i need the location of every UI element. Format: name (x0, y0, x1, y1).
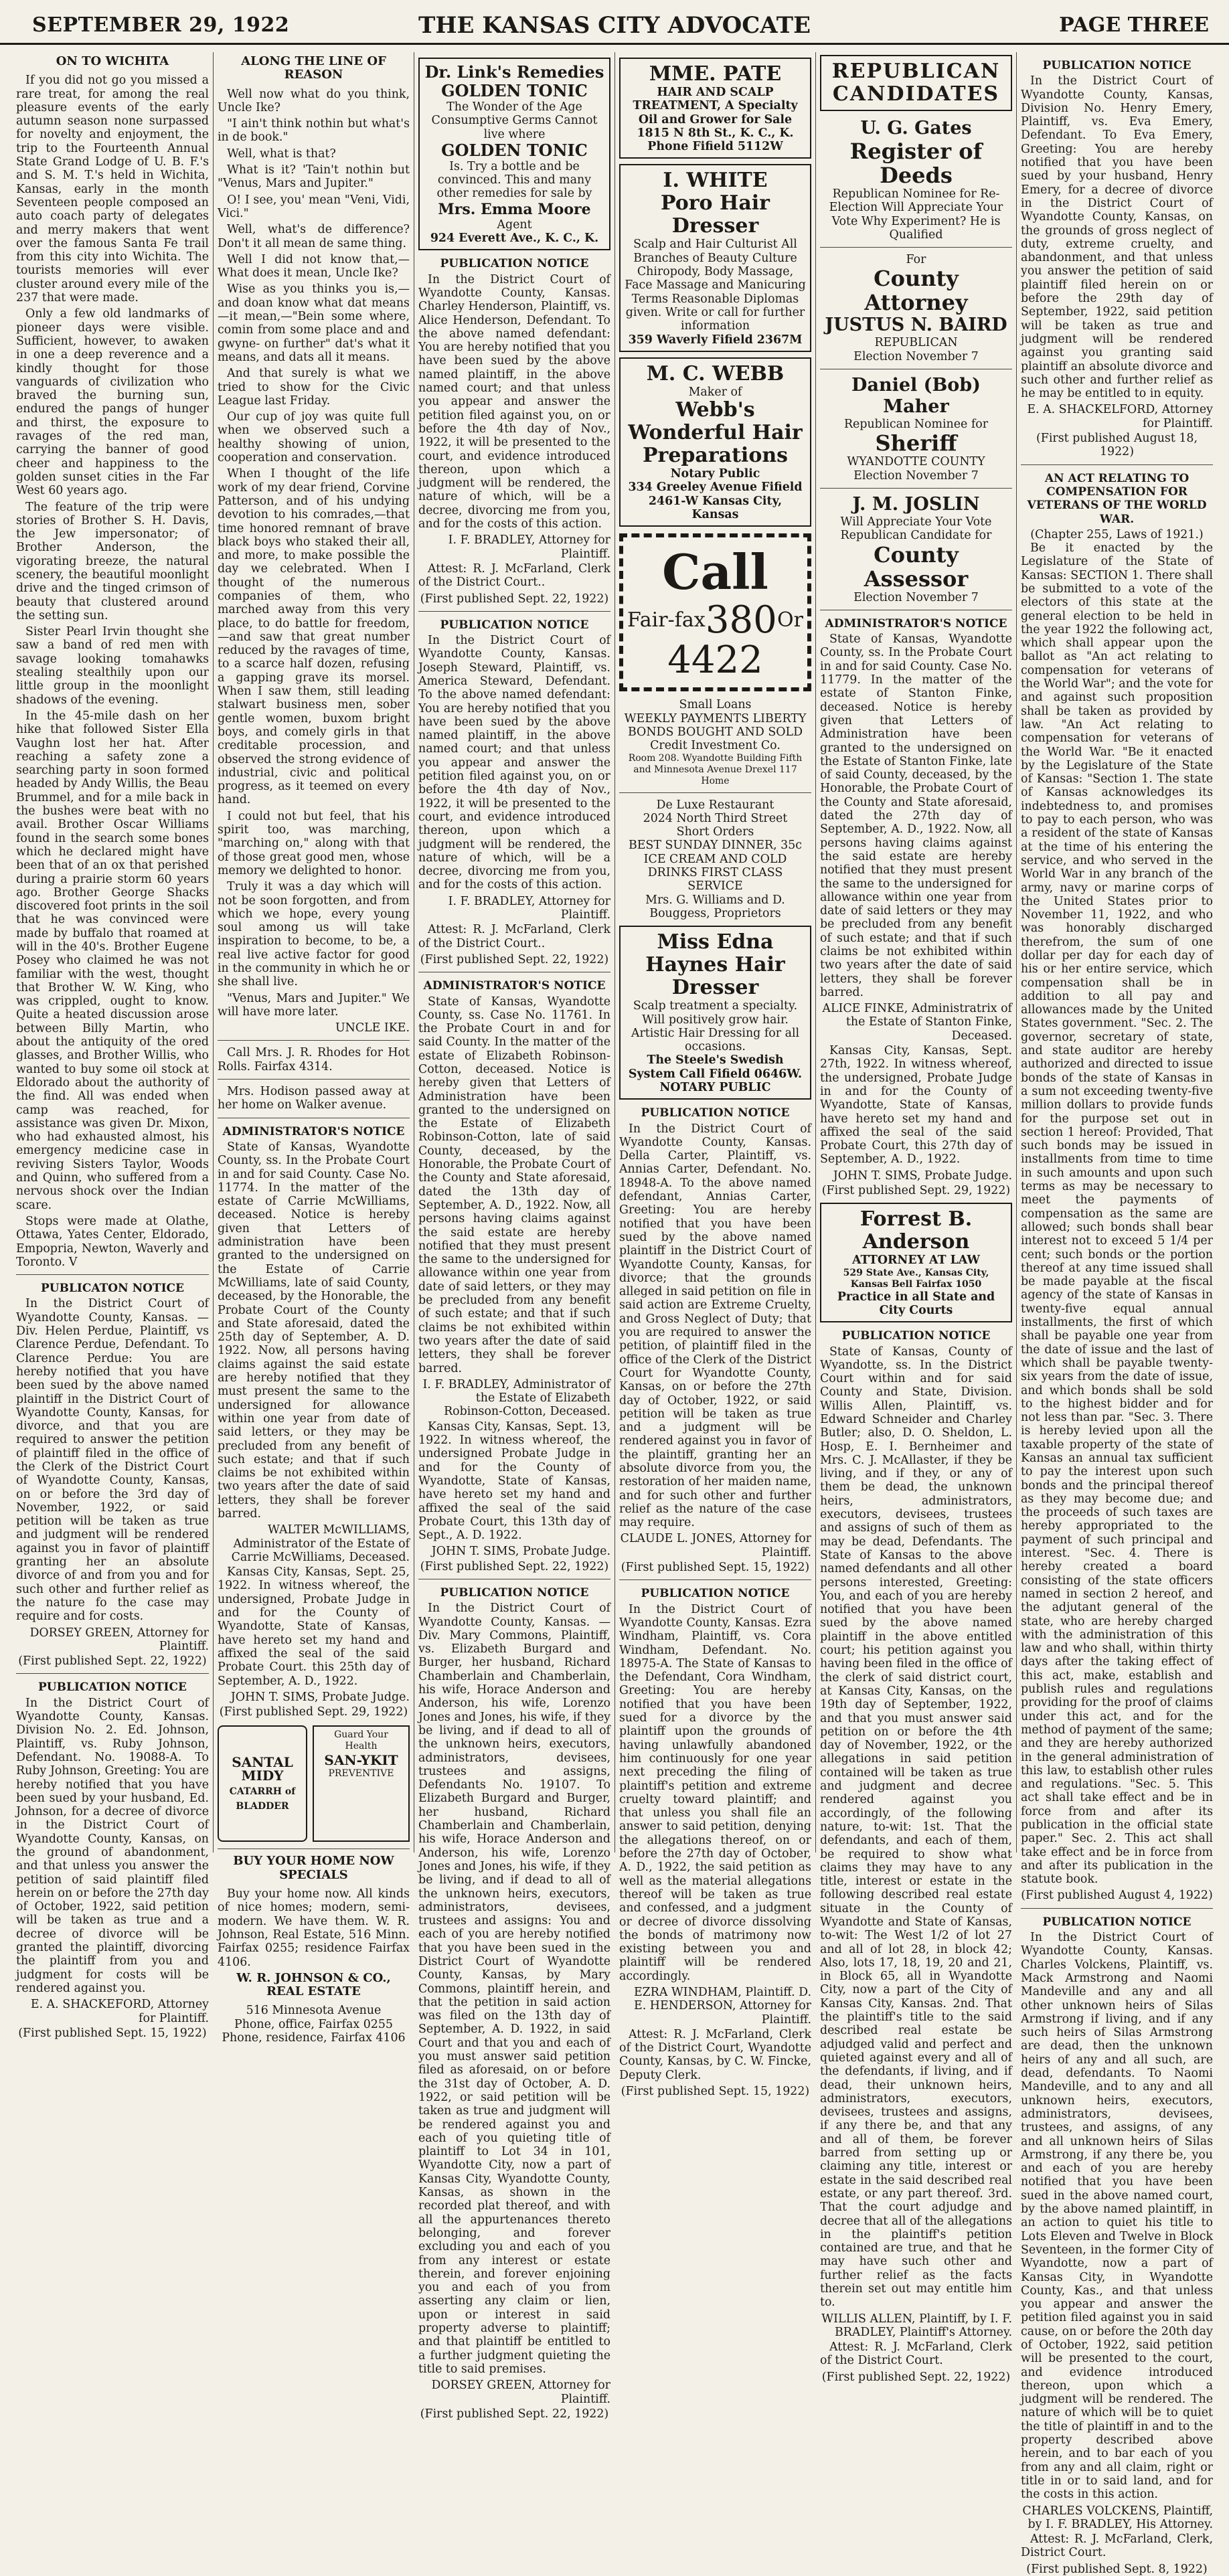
column-4 (614, 52, 815, 2099)
baird-election: Election November 7 (853, 349, 979, 363)
notice-tail: Attest: R. J. McFarland, Clerk of the District Court, Wyandotte County, Kansas, by C. W. Fincke, Deputy Clerk. (619, 2027, 811, 2082)
column-3 (414, 52, 614, 2421)
column-6 (1016, 52, 1217, 2576)
notice-tail: Kansas City, Kansas, Sept. 13, 1922. In witness whereof, the undersigned Probate Judge in and for the County of Wyandotte, State of Kansas, have hereto set my hand and affixed the seal of the said Probate Court, this 13th day of Sept., A. D. 1922. (418, 1420, 610, 1543)
joslin-body: Will Appreciate Your Vote Republican Candidate for (840, 515, 992, 543)
article-paragraph: Only a few old landmarks of pioneer days were visible. Sufficient, however, to awaken in one a deep reverence and a kindly thought for those vanguards of civilization who braved the burning sun, endured the pangs of hunger and thirst, the exposure to ravages of the red man, carrying the banner of good cheer and happiness to the golden sunset cities in the Far West 60 years ago. (16, 307, 209, 498)
divider (418, 611, 610, 612)
golden-tonic-seller: Mrs. Emma Moore (438, 200, 591, 218)
column-5 (815, 52, 1016, 2384)
probate-judge: JOHN T. SIMS, Probate Judge. (230, 1690, 410, 1704)
notice-first-published: (First published Sept. 8, 1922) (1026, 2562, 1208, 2576)
notice-body: In the District Court of Wyandotte County, Kansas. Della Carter, Plaintiff, vs. Annias Carter, Defendant. No. 18948-A. To the above named defendant, Annias Carter, Greeting: You are hereby notified that you have been sued by the above named plaintiff in the District Court of Wyandotte County, Kansas, for divorce; that the grounds alleged in said petition on file in said action are Extreme Cruelty, and Gross Neglect of Duty; that you are required to answer the petition, of plaintiff filed in the office of the Clerk of the District Court for Wyandotte County, Kansas, on or before the 27th day of October, 1922, or said petition will be taken as true and a judgment will be rendered against you in favor of the plaintiff, granting her an absolute divorce from you, the restoration of her maiden name, and for such other and further relief as the nature of the case may require. (619, 1122, 811, 1530)
seal-sub: CATARRH of BLADDER (229, 1786, 296, 1812)
home-ad-address: 516 Minnesota Avenue (246, 2004, 382, 2018)
issue-date: SEPTEMBER 29, 1922 (32, 13, 290, 37)
white-name: I. WHITE (663, 169, 768, 193)
notice-attorney: WILLIS ALLEN, Plaintiff, by I. F. BRADLEY, Plaintiff's Attorney. (821, 2312, 1012, 2339)
sanykit-brand: SAN-YKIT (324, 1752, 398, 1769)
deluxe-restaurant-ad (619, 798, 811, 921)
paper-title: THE KANSAS CITY ADVOCATE (418, 12, 811, 39)
notice-title: PUBLICATION NOTICE (440, 257, 589, 271)
preventive-line: PREVENTIVE (328, 1768, 394, 1780)
probate-judge: JOHN T. SIMS, Probate Judge. (431, 1545, 610, 1559)
restaurant-line1: BEST SUNDAY DINNER, 35c ICE CREAM AND COLD DRINKS FIRST CLASS SERVICE (628, 839, 803, 893)
baird-for: For (906, 253, 926, 267)
notice-tail: Kansas City, Kansas, Sept. 25, 1922. In witness whereof, the undersigned, Probate Judge in and for the County of Wyandotte, State of Kansas, have hereto set my hand and affixed the seal of the said Probate Court. this 25th day of September, A. D., 1922. (218, 1565, 410, 1688)
divider (1021, 1908, 1213, 1909)
article-paragraph: Sister Pearl Irvin thought she saw a band of red men with savage looking tomahawks stealing stealthily upon our little group in the moonlight shadows of the evening. (16, 625, 209, 707)
article-paragraph: When I thought of the life work of my dear friend, Corvine Patterson, and of his undying devotion to his comrades,—that time honored remnant of brave black boys who staked their all, and more, to make possible the day we celebrated. When I thought of the numerous companies of them, who marched away from this very place, to do battle for freedom,—and saw that great number reduced by the ravages of time, to a scarce half dozen, refusing a gapping grave its morsel. When I saw them, still leading stalwart business men, sober gentle women, buxom bright boys, and comely girls in that creditable procession, and observed the strong evidence of industrial, civic and political progress, as it teemed on every hand. (218, 467, 410, 807)
article-paragraph: Stops were made at Olathe, Ottawa, Yates Center, Eldorado, Empopria, Newton, Waverly and Toronto. V (16, 1214, 209, 1269)
webb-maker: Maker of (688, 385, 742, 399)
local-item: Call Mrs. J. R. Rhodes for Hot Rolls. Fairfax 4314. (218, 1046, 410, 1074)
candidate-joslin (820, 494, 1012, 604)
notice-first-published: (First published Sept. 15, 1922) (621, 2085, 810, 2099)
notice-first-published: (First published Sept. 22, 1922) (821, 2370, 1011, 2384)
notice-title: PUBLICATION NOTICE (1042, 1915, 1192, 1929)
golden-tonic-body: Is. Try a bottle and be convinced. This and many other remedies for sale by (436, 159, 592, 201)
article-paragraph: Wise as you thinks you is,— and doan know what dat means —it mean,—"Bein some where, comin from some place and and gwyne- on further" dat's what it means, and dats all it means. (218, 282, 410, 364)
notice-attorney: E. A. SHACKELFORD, Attorney for Plaintiff. (1027, 403, 1213, 430)
notice-tail: Attest: R. J. McFarland, Clerk of the District Court. (820, 2340, 1012, 2368)
article-paragraph: O! I see, you' mean "Veni, Vidi, Vici." (218, 193, 410, 220)
divider (820, 488, 1012, 489)
golden-tonic-ad (418, 58, 610, 250)
gates-body: Republican Nominee for Re-Election Will Appreciate Your Vote Why Experiment? He is Qualified (829, 187, 1003, 242)
golden-tonic-tag: The Wonder of the Age Consumptive Germs Cannot live where (431, 100, 598, 141)
restaurant-address: 2024 North Third Street (643, 811, 788, 825)
article-paragraph: Truly it was a day which will not be soon forgotten, and from which we hope, every young soul among us will take inspiration to become, to be, a real live active factor for good in the community in which he or she shall live. (218, 880, 410, 989)
webb-product: Webb's Wonderful Hair Preparations (628, 398, 803, 468)
notice-title: PUBLICATON NOTICE (40, 1282, 185, 1296)
loans-address: Room 208. Wyandotte Building Fifth and Minnesota Avenue Drexel 117 Home (628, 752, 803, 786)
webb-address: 334 Greeley Avenue Fifield 2461-W Kansas City, Kansas (628, 481, 803, 522)
notice-title: ADMINISTRATOR'S NOTICE (825, 616, 1007, 630)
notice-attorney: E. A. SHACKEFORD, Attorney for Plaintiff. (30, 1998, 209, 2025)
headline-line-of-reason: ALONG THE LINE OF REASON (241, 54, 386, 82)
notice-first-published: (First published August 18, 1922) (1036, 432, 1198, 459)
divider (619, 1579, 811, 1580)
mc-webb-ad (619, 357, 811, 527)
notice-body: In the District Court of Wyandotte County, Kansas, Division No. Henry Emery, Plaintiff, vs. Eva Emery, Defendant. To Eva Emery, Greeting: You are hereby notified that you have been sued by your husband, Henry Emery, for a decree of divorce in the District Court of Wyandotte County, Kansas, on the grounds of gross neglect of duty, extreme cruelty, and abandonment, and that unless you answer the petition of said plaintiff filed herein on or before the 29th day of September, 1922, said petition will be taken as true and judgment will be rendered against you granting said plaintiff an absolute divorce and such other and further relief as he may be entitled to in equity. (1021, 74, 1213, 401)
page-label: PAGE THREE (1059, 13, 1209, 37)
divider (16, 1274, 209, 1275)
home-ad-title: BUY YOUR HOME NOW SPECIALS (233, 1854, 394, 1882)
notice-body: State of Kansas, Wyandotte County, ss. In the Probate Court in and for said County. Case No. 11779. In the matter of the estate of Stanton Finke, deceased. Notice is hereby given that Letters of Administration have been granted to the undersigned on the Estate of Stanton Finke, late of said County, deceased, by the Honorable, the Probate Court of the County and State aforesaid, dated the 27th day of September, A. D., 1922. Now, all persons having claims against the said estate are hereby notified that they must present the same to the undersigned for allowance within one year from date of said letters or they may be precluded from any benefit of such estate; and that if such claims be not exhibited within two years after the date of said letters, they shall be forever barred. (820, 632, 1012, 999)
article-paragraph: What is it? 'Tain't nothin but "Venus, Mars and Jupiter." (218, 163, 410, 191)
notice-attorney: ALICE FINKE, Administratrix of the Estate of Stanton Finke, Deceased. (822, 1002, 1012, 1043)
act-body: Be it enacted by the Legislature of the State of Kansas: SECTION 1. There shall be submitted to a vote of the electors of this state at the general election to be held in the year 1922 the following act, which shall appear upon the ballot as "An act relating to compensation for veterans of the World War"; and the vote for and against such proposition shall be taken as provided by law. "An Act relating to compensation for veterans of the World War. "Be it enacted by the Legislature of the State of Kansas: "Section 1. The state of Kansas acknowledges its indebtedness to, and promises to pay to each person, who was a resident of the state of Kansas at the time of his entering the service, and who served in the World War in any branch of the army, navy or marine corps of the United States prior to November 11, 1922, and who was honorably discharged therefrom, the sum of one dollar per day for each day of his or her entire service, which compensation shall be in addition to all pay and allowances made by the United States government. "Sec. 2. The governor, secretary of state, and state auditor are hereby authorized and directed to issue bonds of the state of Kansas in a sum not exceeding twenty-five million dollars to provide funds for the purpose set out in section 1 hereof: Provided, That such bonds may be issued in installments from time to time in such amounts and upon such terms as may be necessary to meet the payments of compensation as the same are allowed; such bonds shall bear interest not to exceed 5 1/4 per cent; such bonds or the portion thereof at any time issued shall be made payable at the fiscal agency of the state of Kansas in twenty-five equal annual installments, the first of which shall be payable one year from the date of issue and the last of which shall be payable twenty-six years from the date of issue, and which bonds shall be sold to the highest bidder and for not less than par. "Sec. 3. There is hereby levied upon all the taxable property of the state of Kansas an annual tax sufficient to pay the interest upon such bonds and the principal thereof as they may become due; and the proceeds of such taxes are hereby appropriated to the payment of such principal and interest. "Sec. 4. There is hereby created a board consisting of the state officers named in section 2 hereof, and the adjutant general of the state, who are hereby charged with the administration of this law and who shall, within thirty days after the taking effect of this act, make, establish and publish rules and regulations providing for the proof of claims under this act, and for the method of payment of the same; and they are hereby authorized in the general administration of this law, to establish other rules and regulations. "Sec. 5. This act shall take effect and be in force from and after its publication in the official state paper." Sec. 2. This act shall take effect and be in force from and after its publication in the statute book. (1021, 541, 1213, 1887)
masthead (0, 0, 1229, 45)
probate-judge: JOHN T. SIMS, Probate Judge. (833, 1169, 1012, 1183)
notice-attorney: EZRA WINDHAM, Plaintiff. D. E. HENDERSON, Attorney for Plaintiff. (633, 1985, 811, 2027)
column-2 (213, 52, 414, 2045)
pate-line1: HAIR AND SCALP TREATMENT, A Specialty Oil and Grower for Sale (633, 86, 798, 126)
headline-on-to-wichita: ON TO WICHITA (56, 54, 169, 68)
divider (218, 1040, 410, 1041)
notice-attorney: CHARLES VOLCKENS, Plaintiff, by I. F. BRADLEY, His Attorney. (1022, 2504, 1213, 2531)
mme-pate-ad (619, 58, 811, 159)
gates-name: U. G. Gates (860, 118, 972, 139)
notice-first-published: (First published Sept. 15, 1922) (18, 2026, 207, 2040)
notice-tail: Attest: R. J. McFarland, Clerk of the District Court.. (418, 562, 610, 590)
article-paragraph: Well, what is that? (227, 147, 336, 161)
notice-title: ADMINISTRATOR'S NOTICE (423, 979, 606, 993)
loans-line1: WEEKLY PAYMENTS LIBERTY BONDS BOUGHT AND SOLD (624, 711, 807, 739)
notice-title: ADMINISTRATOR'S NOTICE (222, 1124, 405, 1138)
home-ad-firm: W. R. JOHNSON & CO., REAL ESTATE (236, 1970, 391, 1999)
loans-title: Small Loans (679, 698, 752, 712)
notice-attorney: I. F. BRADLEY, Administrator of the Estate of Elizabeth Robinson-Cotton, Deceased. (422, 1377, 610, 1419)
notice-attorney: WALTER McWILLIAMS, Administrator of the Estate of Carrie McWilliams, Deceased. (231, 1523, 410, 1564)
article-paragraph: The feature of the trip were stories of Brother S. H. Davis, the Jew impersonator; of Brother Anderson, the vigorating breeze, the natural scenery, the beautiful moonlight drive and the tinged crimson of beauty that clustered around the setting sun. (16, 500, 209, 622)
edna-haynes-ad (619, 926, 811, 1100)
golden-tonic-title: Dr. Link's Remedies GOLDEN TONIC (424, 62, 604, 100)
notice-body: In the District Court of Wyandotte County, Kansas. Division No. 2. Ed. Johnson, Plaintiff, vs. Ruby Johnson, Defendant. No. 19088-A. To Ruby Johnson, Greeting: You are hereby notified that you have been sued by your husband, Ed. Johnson, for a decree of divorce in the District Court of Wyandotte County, Kansas, on the ground of abandonment, and that unless you answer the petition of said plaintiff filed herein on or before the 27th day of October, 1922, said petition will be taken as true and a decree of divorce will be granted the plaintiff, divorcing the plaintiff from you and judgment for costs will be rendered against you. (16, 1696, 209, 1995)
call-number-1: 380 (705, 598, 777, 642)
loans-ad (619, 698, 811, 786)
notice-attorney: I. F. BRADLEY, Attorney for Plaintiff. (448, 533, 610, 561)
column-1 (12, 52, 213, 2040)
notice-first-published: (First published Sept. 22, 1922) (18, 1654, 207, 1668)
guard-line: Guard Your Health (334, 1729, 388, 1752)
notice-attorney: DORSEY GREEN, Attorney for Plaintiff. (29, 1626, 209, 1653)
notice-title: PUBLICATION NOTICE (440, 1585, 589, 1600)
i-white-ad (619, 164, 811, 351)
golden-tonic-name: GOLDEN TONIC (441, 140, 588, 160)
candidate-maher (820, 375, 1012, 483)
candidate-baird (820, 253, 1012, 363)
gates-office: Register of Deeds (849, 139, 983, 188)
candidate-gates (820, 118, 1012, 242)
white-address: 359 Waverly Fifield 2367M (628, 333, 803, 347)
notice-tail: Attest: R. J. McFarland, Clerk of the District Court.. (418, 923, 610, 950)
maher-name: Daniel (Bob) Maher (851, 375, 981, 418)
notice-body: In the District Court of Wyandotte County, Kansas. Charley Henderson, Plaintiff, vs. Alice Henderson, Defendant. To the above named defendant: You are hereby notified that you have been sued by the above named plaintiff, in the above named court; and that unless you appear and answer the petition filed against you, on or before the 4th day of Nov., 1922, it will be presented to the court, and evidence introduced thereon, upon which a judgment will be rendered, the nature of which, will be a decree, divorcing me from you, and for the costs of this action. (418, 272, 610, 531)
notice-title: PUBLICATION NOTICE (1042, 59, 1192, 72)
golden-tonic-address: 924 Everett Ave., K. C., K. (430, 232, 599, 246)
restaurant-owners: Mrs. G. Williams and D. Bouggess, Proprietors (645, 893, 785, 920)
baird-name: JUSTUS N. BAIRD (825, 315, 1007, 336)
anderson-practice: Practice in all State and City Courts (837, 1290, 995, 1317)
golden-tonic-agent: Agent (497, 218, 532, 232)
call-left: Fair-fax (627, 608, 706, 632)
haynes-system: The Steele's Swedish System Call Fifield 0646W. NOTARY PUBLIC (628, 1053, 803, 1094)
article-paragraph: If you did not go you missed a rare treat, for among the real pleasure events of the early autumn season none surpassed for novelty and enjoyment, the trip to the Fourteenth Annual State Grand Lodge of U. B. F.'s and S. M. T.'s held in Wichita, Kansas, early in the month Seventeen people composed an auto coach party of delegates and merry makers that went over the famous Santa Fe trail from this city into Wichita. The tourists memories will ever cluster around every mile of the 237 that were made. (16, 74, 209, 305)
article-paragraph: "I ain't think nothin but what's in de book." (218, 117, 410, 145)
maher-nominee: Republican Nominee for (843, 418, 989, 432)
anderson-address: 529 State Ave., Kansas City, Kansas Bell Fairfax 1050 (843, 1267, 989, 1290)
article-paragraph: Our cup of joy was quite full when we observed such a healthy showing of union, cooperation and conservation. (218, 410, 410, 465)
notice-tail: Attest: R. J. McFarland, Clerk, District Court. (1021, 2532, 1213, 2560)
home-ad-phones: Phone, office, Fairfax 0255 Phone, residence, Fairfax 4106 (222, 2017, 406, 2045)
notice-body: In the District Court of Wyandotte County, Kansas. Joseph Steward, Plaintiff, vs. America Steward, Defendant. To the above named defendant: You are hereby notified that you have been sued by the above named plaintiff, in the above named court; and that unless you appear and answer the petition filed against you, on or before the 4th day of Nov., 1922, it will be presented to the court, and evidence introduced thereon, upon which a judgment will be rendered, the nature of which, will be a decree, divorcing me from you, and for the costs of this action. (418, 634, 610, 892)
article-paragraph: In the 45-mile dash on her hike that followed Sister Ella Vaughn lost her hat. After reaching a safety zone a searching party in soon formed headed by Andy Willis, the Beau Brummel, and for a mile back in the bushes were beat with no avail. Brother Oscar Williams found in the search some bones which he declared might have been that of an ox that perished during a prairie storm 60 years ago. Brother George Shacks discovered foot prints in the soil that he was convinced were made by buffalo that roamed at will in the 40's. Brother Eugene Posey who claimed he was not familiar with the west, thought that Brother W. W. King, who was crippled, ought to know. Quite a heated discussion arose between Billy Martin, who about the antiquity of the ored glasses, and Brother Willis, who wanted to buy some oil stock at Eldorado about the authority of the find. All was ended when camp was reached, for assistance was given Dr. Mixon, who had exhausted almost, his emergency medicine case in reviving Sisters Taylor, Woods and Quinn, who suffered from a nervous shock over the Indian scare. (16, 709, 209, 1212)
author-signature: UNCLE IKE. (335, 1021, 410, 1035)
white-body: Scalp and Hair Culturist All Branches of Beauty Culture Chiropody, Body Massage, Face Massage and Manicuring Terms Reasonable Diplomas given. Write or call for further information (625, 238, 806, 333)
webb-name: M. C. WEBB (646, 361, 785, 385)
article-paragraph: I could not but feel, that his spirit too, was marching, "marching on," along with that of those great good men, whose memory we delighted to honor. (218, 809, 410, 877)
haynes-body: Scalp treatment a specialty. Will positively grow hair. Artistic Hair Dressing for all occasions. (631, 999, 800, 1054)
notice-body: State of Kansas, Wyandotte County, ss. In the Probate Court in and for said County. Case No. 11774. In the matter of the estate of Carrie McWilliams, deceased. Notice is hereby given that Letters of administration have been granted to the undersigned on the Estate of Carrie McWilliams, late of said County, deceased, by the Honorable, the Probate Court of the County and State aforesaid, dated the 25th day of September, A. D. 1922. Now, all persons having claims against the said estate are hereby notified that they must present the same to the undersigned for allowance within one year from date of said letters, or they may be precluded from any benefit of such estate; and that if such claims be not exhibited within two years after the date of said letters, they shall be forever barred. (218, 1140, 410, 1521)
joslin-name: J. M. JOSLIN (852, 493, 980, 515)
article-paragraph: Well I did not know that,— What does it mean, Uncle Ike? (218, 252, 410, 280)
notice-first-published: (First published Sept. 29, 1922) (821, 1184, 1011, 1198)
santal-midy-seal-icon (218, 1725, 307, 1842)
pate-name: MME. PATE (649, 62, 782, 86)
call-word: Call (662, 543, 768, 601)
columns (12, 52, 1217, 2576)
notice-tail: Kansas City, Kansas, Sept. 27th, 1922. In witness whereof, the undersigned, Probate Judge in and for the County of Wyandotte, State of Kansas, have hereto set my hand and affixed the seal of the said Probate Court, this 27th day of September, A. D., 1922. (820, 1044, 1012, 1167)
santal-sanykit-ad (218, 1725, 410, 1842)
call-fairfax-ad (619, 533, 811, 691)
baird-office: County Attorney (864, 266, 968, 316)
notice-first-published: (First published Sept. 22, 1922) (420, 592, 609, 606)
act-title: AN ACT RELATING TO COMPENSATION FOR VETERANS OF THE WORLD WAR. (1027, 471, 1207, 526)
maher-election: Election November 7 (853, 468, 979, 483)
notice-first-published: (First published August 4, 1922) (1021, 1889, 1213, 1903)
joslin-election: Election November 7 (853, 590, 979, 604)
restaurant-specialty: Short Orders (676, 825, 754, 839)
notice-attorney: I. F. BRADLEY, Attorney for Plaintiff. (448, 894, 610, 922)
notice-first-published: (First published Sept. 29, 1922) (219, 1705, 408, 1719)
article-paragraph: "Venus, Mars and Jupiter." We will have more later. (218, 991, 410, 1019)
divider (619, 792, 811, 793)
notice-body: In the District Court of Wyandotte County, Kansas. — Div. Mary Commons, Plaintiff, vs. Elizabeth Burgard and Burger, her husband, Richard Chamberlain and Chamberlain, his wife, Horace Anderson and Anderson, his wife, Lorenzo Jones and Jones, his wife, if they be living, and if dead to all of the unknown heirs, executors, administrators, devisees, trustees and assigns, Defendants No. 19107. To Elizabeth Burgard and Burger, her husband, Richard Chamberlain and Chamberlain, his wife, Horace Anderson and Anderson, his wife, Lorenzo Jones and Jones, his wife, if they be living, and if dead to all of the unknown heirs, executors, administrators, devisees, trustees and assigns: You and each of you are hereby notified that you have been sued in the District Court of Wyandotte County, Kansas, by Mary Commons, plaintiff herein, and that the petition in said action was filed on the 13th day of September, A. D. 1922, in said Court and that you and each of you must answer said petition filed as aforesaid, on or before the 31st day of October, A. D. 1922, or said petition will be taken as true and judgment will be rendered against you and each of you quieting title of plaintiff to Lot 34 in 101, Wyandotte City, now a part of Kansas City, Wyandotte County, Kansas, as shown in the recorded plat thereof, and with all the appurtenances thereto belonging, and forever excluding you and each of you from any interest or estate therein, and forever enjoining you and each of you from asserting any claim or lien, upon or interest in said property adverse to plaintiff; and that plaintiff be entitled to a further judgment quieting the title to said premises. (418, 1602, 610, 2376)
notice-title: PUBLICATION NOTICE (641, 1106, 790, 1120)
notice-first-published: (First published Sept. 22, 1922) (420, 1559, 609, 1573)
joslin-office: County Assessor (864, 541, 969, 592)
home-ad-body: Buy your home now. All kinds of nice homes; modern, semi-modern. We have them. W. R. Johnson, Real Estate, 516 Minn. Fairfax 0255; residence Fairfax 4106. (218, 1887, 410, 1969)
article-paragraph: And that surely is what we tried to show for the Civic League last Friday. (218, 367, 410, 408)
notice-title: PUBLICATION NOTICE (641, 1587, 790, 1601)
anderson-name: Forrest B. Anderson (859, 1207, 973, 1254)
haynes-name: Miss Edna Haynes Hair Dresser (645, 930, 785, 1000)
loans-firm: Credit Investment Co. (650, 739, 781, 753)
maher-county: WYANDOTTE COUNTY (847, 455, 985, 469)
forrest-anderson-ad (820, 1203, 1012, 1322)
maher-office: Sheriff (875, 430, 957, 456)
call-number-2: 4422 (667, 638, 763, 683)
notice-title: PUBLICATION NOTICE (440, 618, 589, 632)
notice-attorney: DORSEY GREEN, Attorney for Plaintiff. (431, 2379, 610, 2406)
divider (820, 247, 1012, 248)
notice-first-published: (First published Sept. 22, 1922) (420, 2407, 609, 2421)
restaurant-name: De Luxe Restaurant (656, 798, 774, 812)
notice-first-published: (First published Sept. 22, 1922) (420, 952, 609, 966)
sanykit-ad (313, 1725, 410, 1842)
notice-body: In the District Court of Wyandotte County, Kansas. Ezra Windham, Plaintiff, vs. Cora Windham, Defendant. No. 18975-A. The State of Kansas to the Defendant, Cora Windham, Greeting: You are hereby notified that you have been sued for a divorce by the plaintiff upon the grounds of having unlawfully abandoned him continuously for one year next preceding the filing of plaintiff's petition and extreme cruelty toward plaintiff; and that unless you shall file an answer to said petition, denying the allegations thereof, on or before the 27th day of October, A. D., 1922, the said petition as well as the material allegations thereof will be taken as true and confessed, and a judgment or decree of divorce dissolving the bonds of matrimony now existing between you and plaintiff will be rendered accordingly. (619, 1602, 811, 1983)
divider (218, 1079, 410, 1080)
webb-notary: Notary Public (670, 467, 760, 481)
pate-line2: 1815 N 8th St., K. C., K. Phone Fifield 5112W (637, 126, 794, 154)
divider (16, 1673, 209, 1674)
republican-candidates-header: REPUBLICAN CANDIDATES (820, 55, 1012, 111)
divider (1021, 464, 1213, 465)
anderson-title: ATTORNEY AT LAW (852, 1254, 980, 1268)
article-paragraph: Well now what do you think, Uncle Ike? (218, 87, 410, 114)
call-row (627, 600, 803, 640)
white-title: Poro Hair Dresser (660, 191, 770, 238)
article-paragraph: Well, what's de difference? Don't it all mean de same thing. (218, 223, 410, 250)
notice-body: State of Kansas, Wyandotte County, ss. Case No. 11761. In the Probate Court in and for said County. In the matter of the estate of Elizabeth Robinson-Cotton, deceased. Notice is hereby given that Letters of Administration have been granted to the undersigned on the Estate of Elizabeth Robinson-Cotton, late of said County, deceased, by the Honorable, the Probate Court of the County and State aforesaid, dated the 13th day of September, A. D., 1922. Now, all persons having claims against the said estate are hereby notified that they must present the same to the undersigned for allowance within one year from date of said letters, or they may be precluded from any benefit of such estate; and that if such claims be not exhibited within two years after the date of said letters, they shall be forever barred. (418, 995, 610, 1375)
notice-attorney: CLAUDE L. JONES, Attorney for Plaintiff. (620, 1532, 811, 1559)
baird-party: REPUBLICAN (874, 336, 958, 350)
notice-body: State of Kansas, County of Wyandotte, ss. In the District Court within and for said County and State, Division. Willis Allen, Plaintiff, vs. Edward Schneider and Charley Butler; also, D. O. Sheldon, L. Hosp, E. I. Bernheimer and Mrs. C. J. McAllaster, if they be living, and if they, or any of them be dead, the unknown heirs, administrators, executors, devisees, trustees and assigns of such of them as may be dead, Defendants. The State of Kansas to the above named defendants and all other persons interested, Greeting: You, and each of you are hereby notified that you have been sued by the above named plaintiff in the above entitled court; his petition against you having been filed in the office of the clerk of said district court, at Kansas City, Kansas, on the 19th day of September, 1922, and that you must answer said petition on or before the 4th day of November, 1922, or the allegations in said petition contained will be taken as true and judgment and decree rendered against you accordingly, of the following nature, to-wit: 1st. That the defendants, and each of them, be required to show what claims they may have to any title, interest or estate in the following described real estate situate in the County of Wyandotte and State of Kansas, to-wit: The West 1/2 of lot 27 and all of lot 28, in block 42; Also, lots 17, 18, 19, 20 and 21, in Block 65, all in Wyandotte City, now a part of the City of Kansas City, Kansas. 2nd. That the plaintiff's title to the said described real estate be adjudged valid and perfect and quieted against every and all of the defendants, if living, and if dead, their unknown heirs, administrators, executors, devisees, trustees and assigns, if any there be, and that any and all of them, be forever barred from setting up or claiming any title, interest or estate in the said described real estate, or any part thereof. 3rd. That the court adjudge and decree that all of the allegations in the plaintiff's petition contained are true, and that he may have such other and further relief as the facts therein set out may entitle him to. (820, 1345, 1012, 2310)
seal-text: SANTAL MIDY (232, 1754, 293, 1784)
notice-title: PUBLICATION NOTICE (841, 1329, 991, 1343)
notice-first-published: (First published Sept. 15, 1922) (621, 1561, 810, 1575)
notice-body: In the District Court of Wyandotte County, Kansas. Charles Volckens, Plaintiff, vs. Mack Armstrong and Naomi Mandeville and any and all other unknown heirs of Silas Armstrong if living, and if any such heirs of Silas Armstrong are dead, then the unknown heirs of any and all such, are dead, defendants. To Naomi Mandeville, and to any and all unknown heirs, executors, administrators, devisees, trustees, and assigns, of any and all unknown heirs of Silas Armstrong, if any there be, you and each of you are hereby notified that you have been sued in the above named court, by the above named plaintiff, in an action to quiet his title to Lots Eleven and Twelve in Block Seventeen, in the former City of Wyandotte, now a part of Kansas City, in Wyandotte County, Kas., and that unless you appear and answer the petition filed against you in said cause, on or before the 20th day of October, 1922, said petition will be presented to the court, and evidence introduced thereon, upon which a judgment will be rendered. The nature of which will be to quiet the title of plaintiff in and to the property described above herein, and to bar each of you from any and all claim, right or title in or to said land, and for the costs in this action. (1021, 1931, 1213, 2502)
call-right: Or (777, 608, 803, 632)
notice-body: In the District Court of Wyandotte County, Kansas. — Div. Helen Perdue, Plaintiff, vs Clarence Perdue, Defendant. To Clarence Perdue: You are hereby notified that you have been sued by the above named plaintiff in the District Court of Wyandotte County, Kansas, for divorce, and that you are required to answer the petition of plaintiff filed in the office of the Clerk of the District Court of Wyandotte County, Kansas, on or before the 3rd day of November, 1922, or said petition will be taken as true and judgment will be rendered against you in favor of plaintiff granting her an absolute divorce of and from you and for such other and further relief as the nature fo the case may require and for costs. (16, 1297, 209, 1624)
local-item: Mrs. Hodison passed away at her home on Walker avenue. (218, 1085, 410, 1112)
act-chapter: (Chapter 255, Laws of 1921.) (1030, 527, 1204, 541)
notice-title: PUBLICATION NOTICE (38, 1681, 187, 1695)
